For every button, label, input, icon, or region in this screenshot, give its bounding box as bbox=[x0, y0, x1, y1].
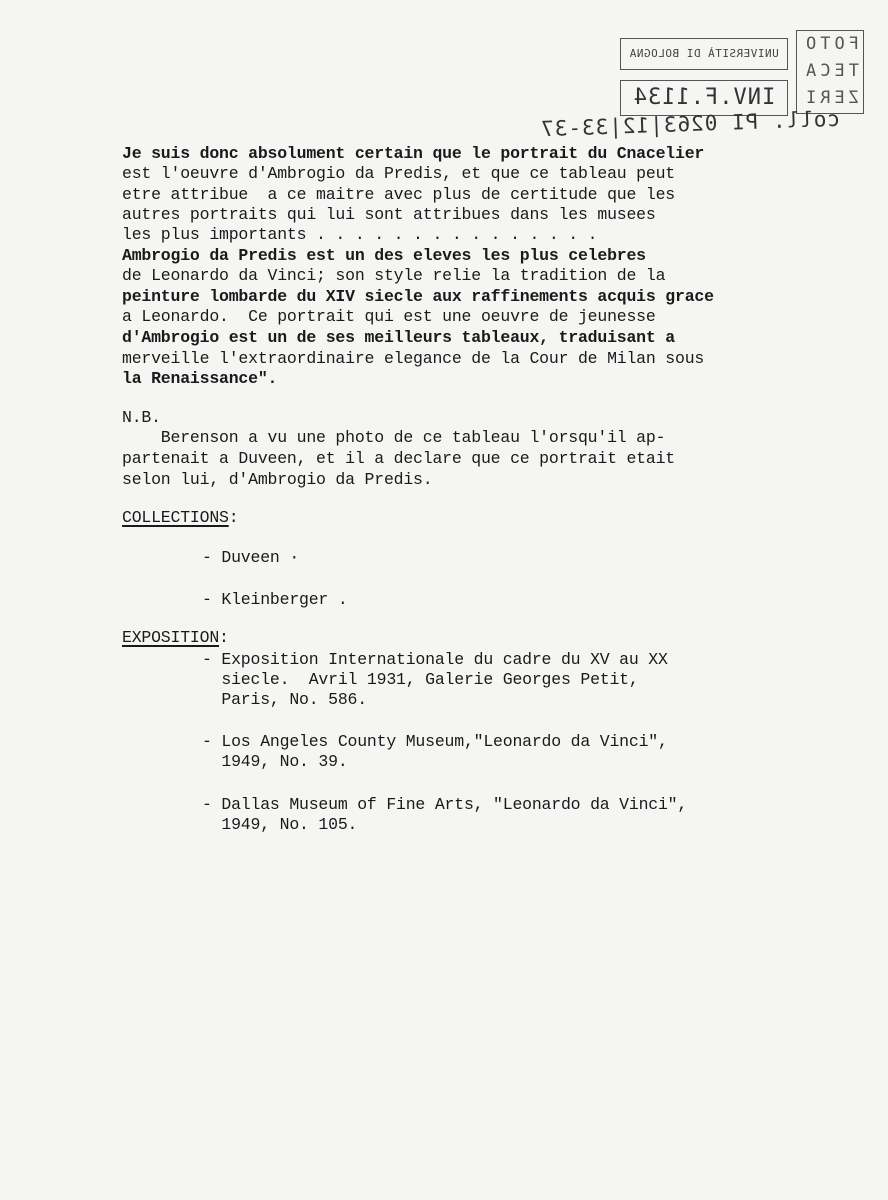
handwritten-reference: coll. PI 0263|12|33-37 bbox=[539, 106, 841, 142]
collection-item: - Kleinberger . bbox=[202, 590, 348, 609]
body-line: merveille l'extraordinaire elegance de la Cour de Milan sous bbox=[122, 349, 705, 368]
exposition-item-line: Paris, No. 586. bbox=[202, 690, 367, 709]
body-line: est l'oeuvre d'Ambrogio da Predis, et que ce tableau peut bbox=[122, 164, 675, 183]
exposition-item-line: - Los Angeles County Museum,"Leonardo da Vinci", bbox=[202, 732, 668, 751]
fototeca-line-3: ZERI bbox=[801, 88, 859, 108]
exposition-item-line: - Exposition Internationale du cadre du XV au XX bbox=[202, 650, 668, 669]
exposition-heading: EXPOSITION bbox=[122, 628, 220, 647]
exposition-item-line: siecle. Avril 1931, Galerie Georges Petit, bbox=[202, 670, 639, 689]
body-line: autres portraits qui lui sont attribues dans les musees bbox=[122, 205, 656, 224]
body-line: etre attribue a ce maitre avec plus de certitude que les bbox=[122, 185, 675, 204]
exposition-heading-suffix: : bbox=[219, 628, 229, 647]
inventory-stamp-text: INV.F.1134 bbox=[632, 85, 776, 110]
collection-item: - Duveen · bbox=[202, 548, 300, 567]
body-line: la Renaissance". bbox=[122, 369, 278, 388]
exposition-item-line: 1949, No. 105. bbox=[202, 815, 358, 834]
fototeca-line-1: FOTO bbox=[801, 34, 859, 54]
body-line: les plus importants . . . . . . . . . . . . . . . bbox=[122, 225, 598, 244]
nb-line: Berenson a vu une photo de ce tableau l'orsqu'il ap- bbox=[122, 428, 666, 447]
collections-heading: COLLECTIONS bbox=[122, 508, 229, 527]
body-line: Je suis donc absolument certain que le portrait du Cnacelier bbox=[122, 144, 705, 163]
nb-heading: N.B. bbox=[122, 408, 161, 427]
exposition-item-line: 1949, No. 39. bbox=[202, 752, 348, 771]
university-stamp bbox=[620, 38, 788, 70]
body-line: a Leonardo. Ce portrait qui est une oeuvre de jeunesse bbox=[122, 307, 656, 326]
body-line: d'Ambrogio est un de ses meilleurs tableaux, traduisant a bbox=[122, 328, 675, 347]
fototeca-line-2: TECA bbox=[801, 61, 859, 81]
fototeca-zeri-stamp bbox=[796, 30, 864, 114]
nb-line: selon lui, d'Ambrogio da Predis. bbox=[122, 470, 433, 489]
collections-heading-row bbox=[122, 508, 238, 528]
collections-heading-suffix: : bbox=[228, 508, 239, 527]
exposition-item-line: - Dallas Museum of Fine Arts, "Leonardo da Vinci", bbox=[202, 795, 688, 814]
body-line: Ambrogio da Predis est un des eleves les plus celebres bbox=[122, 246, 646, 265]
exposition-heading-row bbox=[122, 628, 229, 648]
nb-line: partenait a Duveen, et il a declare que ce portrait etait bbox=[122, 449, 675, 468]
body-line: de Leonardo da Vinci; son style relie la tradition de la bbox=[122, 266, 666, 285]
body-line: peinture lombarde du XIV siecle aux raffinements acquis grace bbox=[122, 287, 714, 306]
university-stamp-text: UNIVERSITÀ DI BOLOGNA bbox=[629, 47, 779, 60]
